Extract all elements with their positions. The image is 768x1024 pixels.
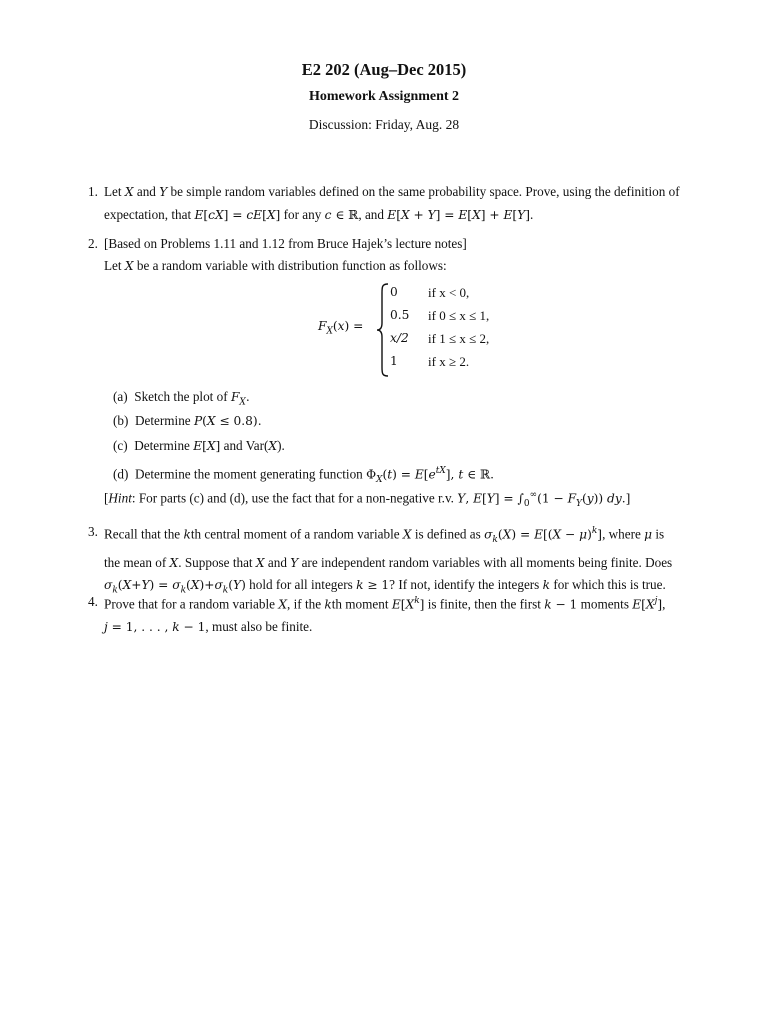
subpart-c: (c) Determine E[X] and Var(X). [113, 438, 285, 453]
page-title: E2 202 (Aug–Dec 2015) [301, 60, 467, 79]
discussion-date: Discussion: Friday, Aug. 28 [308, 117, 460, 132]
problem-number: 4. [88, 594, 98, 609]
subpart-a: (a) Sketch the plot of $F_X$. [113, 389, 250, 408]
problem-1 [88, 181, 728, 226]
problem-number: 1. [88, 184, 98, 199]
problem-text: Let X and Y be simple random variables defined on the same probability space. Prove, using the definition of expectation, that E[cX] = cE[X] for any c ∈ ℝ, and E[X + Y] = E[X] + E[Y]. [104, 184, 680, 222]
problem-2 [88, 233, 728, 277]
subpart-d: (d) Determine the moment generating function $\Phi_X(t) = E[e^{tX}]$, t ∈ ℝ. [113, 466, 494, 486]
equation-lhs: $F_X(x)$ = [318, 319, 364, 337]
left-brace-icon [376, 283, 390, 377]
problem-number: 2. [88, 236, 98, 251]
problem-text: [Based on Problems 1.11 and 1.12 from Bruce Hajek’s lecture notes] Let X be a random variable with distribution function as follows: [104, 236, 467, 273]
problem-number: 3. [88, 524, 98, 539]
problem-text: Prove that for a random variable X, if the kth moment $E[X^k]$ is finite, then the first k − 1 moments $E[X^j]$, j = 1, . . . , k − 1, must also be finite. [104, 596, 666, 634]
problem-3 [88, 521, 728, 602]
subpart-b: (b) Determine P(X ≤ 0.8). [113, 413, 262, 428]
piecewise-equation: $F_X(x)$ = 0 if x < 0, 0.5 if 0 ≤ x ≤ 1, x/2 if 1 ≤ x ≤ 2, 1 if x ≥ 2. [318, 281, 538, 377]
problem-4 [88, 591, 728, 638]
page-subtitle: Homework Assignment 2 [308, 89, 460, 104]
problem-text: Recall that the kth central moment of a random variable X is defined as $\sigma_k(X) = E[(X - \mu)^k]$, where μ is the mean of X. Suppose that X and Y are independent random variables with all moments being finite. Does $\sigma_k(X+Y) = \sigma_k(X)+\sigma_k(Y)$ hold for all integers k ≥ 1? If not, identify the integers k for which this is true. [104, 526, 673, 596]
hint-text: [Hint: For parts (c) and (d), use the fact that for a non-negative r.v. Y, $E[Y] = \int_0^\infty(1 - F_Y(y))$ dy.] [104, 490, 631, 510]
